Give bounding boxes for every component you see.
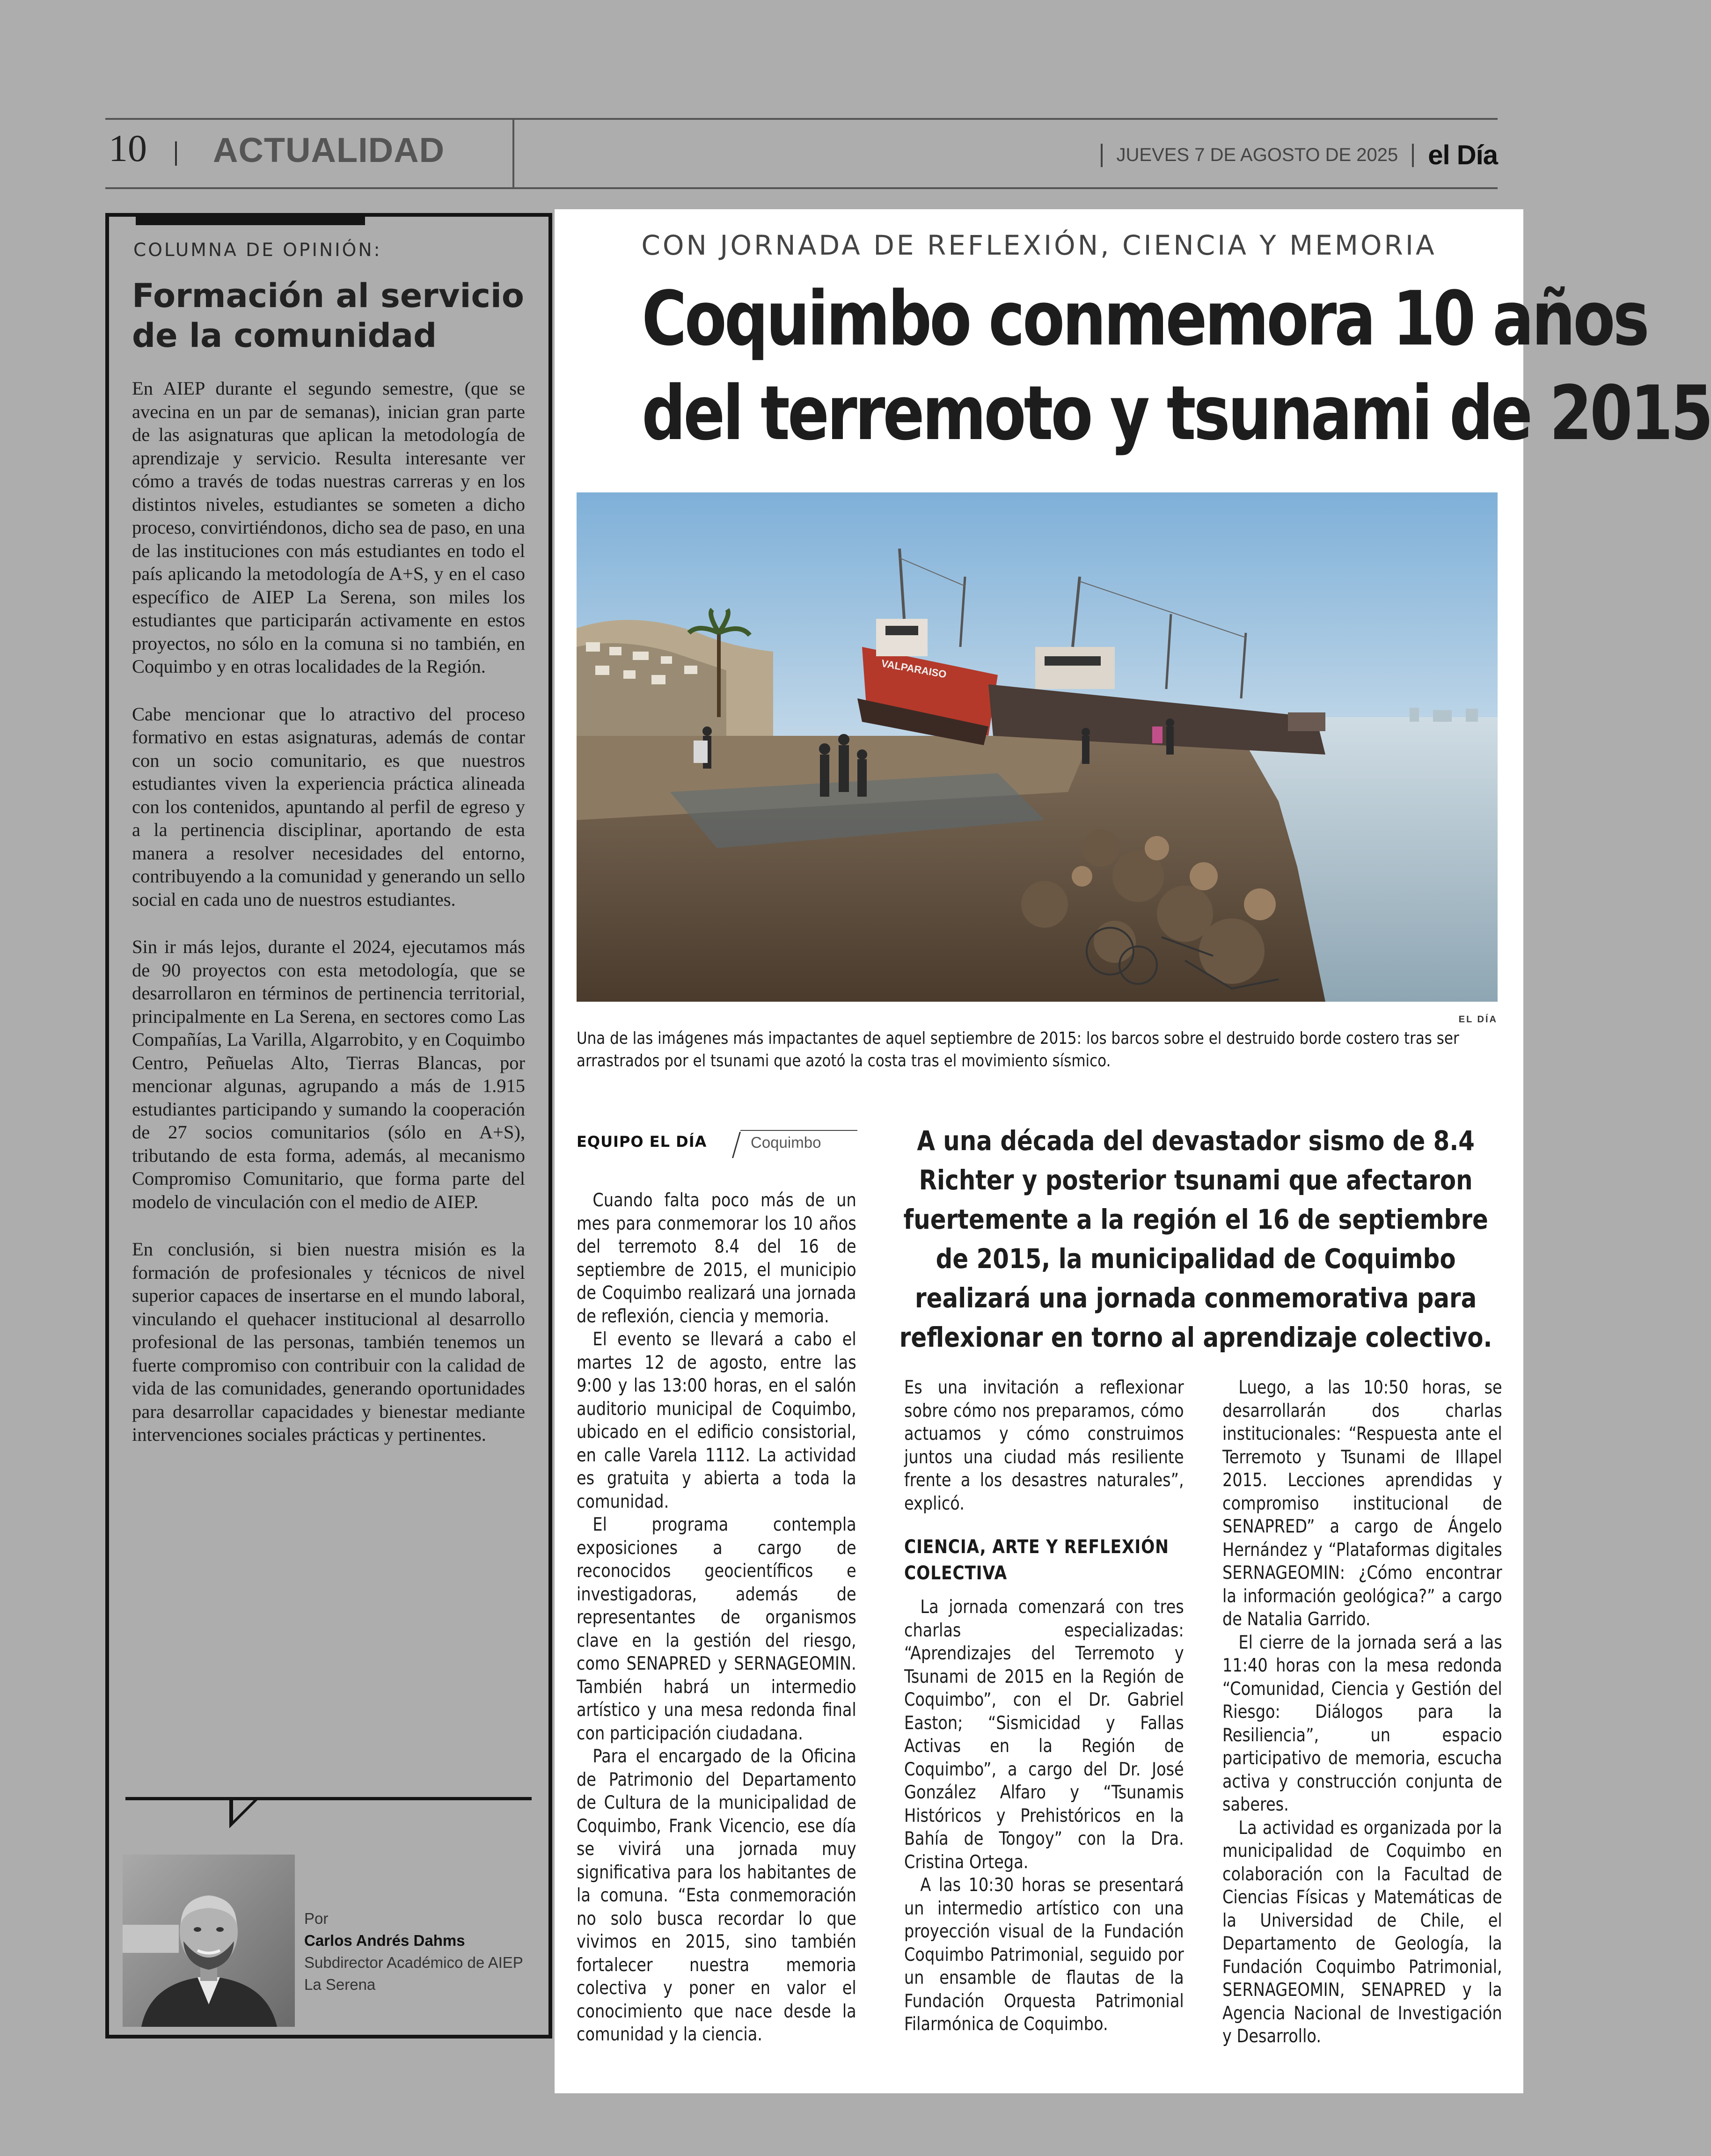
photo-credit: EL DÍA	[1458, 1014, 1498, 1025]
page-number: 10	[109, 127, 147, 169]
author-prefix: Por	[304, 1910, 329, 1927]
section-title: ACTUALIDAD	[213, 131, 445, 169]
header-bottom-rule	[105, 187, 1498, 189]
issue-date: JUEVES 7 DE AGOSTO DE 2025	[1116, 145, 1398, 165]
author-location: La Serena	[304, 1976, 376, 1993]
author-name: Carlos Andrés Dahms	[304, 1932, 465, 1949]
ship-name-label: VALPARAISO	[880, 657, 948, 681]
article-column-3	[1222, 1376, 1502, 2048]
opinion-paragraph: Cabe mencionar que lo atractivo del proceso formativo en estas asignaturas, además de contar con un socio comunitario, es que nuestros estudiantes viven la experiencia práctica alineada con los contenidos, apuntando al perfil de egreso y a la pertinencia disciplinar, aportando de esta manera a resolver necesidades del entorno, contribuyendo a la comunidad y generando un sello social en cada uno de nuestros estudiantes.	[132, 703, 525, 910]
article-kicker: CON JORNADA DE REFLEXIÓN, CIENCIA Y MEMORIA	[641, 229, 1437, 261]
headline-line-2: del terremoto y tsunami de 2015	[642, 369, 1711, 457]
article-paragraph: Cuando falta poco más de un mes para conmemorar los 10 años del terremoto 8.4 del 16 de septiembre de 2015, el municipio de Coquimbo realizará una jornada de reflexión, ciencia y memoria.	[577, 1190, 856, 1327]
header-divider	[512, 118, 514, 189]
article-paragraph: La actividad es organizada por la municipalidad de Coquimbo en colaboración con la Facultad de Ciencias Físicas y Matemáticas de la Universidad de Chile, el Departamento de Geología, la Fundación Coquimbo Patrimonial, SERNAGEOMIN, SENAPRED y la Agencia Nacional de Investigación y Desarrollo.	[1222, 1817, 1502, 2047]
opinion-title: Formación al servicio de la comunidad	[132, 277, 525, 355]
article-lead: A una década del devastador sismo de 8.4 Richter y posterior tsunami que afectaron fuertemente a la región el 16 de septiembre de 2015, la municipalidad de Coquimbo realizará una jornada conmemorativa para reflexionar en torno al aprendizaje colectivo.	[899, 1125, 1492, 1353]
page-number-separator	[175, 141, 177, 166]
author-photo	[123, 1855, 295, 2027]
opinion-kicker: COLUMNA DE OPINIÓN:	[133, 240, 382, 261]
header-top-rule	[105, 118, 1498, 120]
article-photo	[577, 492, 1498, 1002]
opinion-paragraph: Sin ir más lejos, durante el 2024, ejecutamos más de 90 proyectos con esta metodología, que se desarrollaron en términos de pertinencia territorial, principalmente en La Serena, en sectores como Las Compañías, La Varilla, Algarrobito, y en Coquimbo Centro, Peñuelas Alto, Tierras Blancas, por mencionar algunas, agrupando a más de 1.915 estudiantes participando y sumando la cooperación de 27 socios comunitarios (sólo en A+S), tributando de esta forma, además, al mecanismo Compromiso Comunitario, que forma parte del modelo de vinculación con el medio de AIEP.	[132, 936, 525, 1212]
article-paragraph: El evento se llevará a cabo el martes 12 de agosto, entre las 9:00 y las 13:00 horas, en el salón auditorio municipal de Coquimbo, ubicado en el edificio consistorial, en calle Varela 1112. La actividad es gratuita y abierta a toda la comunidad.	[577, 1329, 856, 1512]
article-paragraph: Es una invitación a reflexionar sobre cómo nos preparamos, cómo actuamos y cómo construimos juntos una ciudad más resiliente frente a los desastres naturales”, explicó.	[904, 1377, 1184, 1514]
article-paragraph: Luego, a las 10:50 horas, se desarrollarán dos charlas institucionales: “Respuesta ante el Terremoto y Tsunami de Illapel 2015. Lecciones aprendidas y compromiso institucional de SENAPRED” a cargo de Ángelo Hernández y “Plataformas digitales SERNAGEOMIN: ¿Cómo encontrar la información geológica?” a cargo de Natalia Garrido.	[1222, 1377, 1502, 1630]
byline-rule	[740, 1130, 857, 1131]
opinion-tab-bar	[136, 213, 365, 225]
byline-author: EQUIPO EL DÍA	[577, 1133, 707, 1151]
article-column-1	[577, 1189, 856, 2046]
byline	[577, 1129, 857, 1152]
article-paragraph: La jornada comenzará con tres charlas especializadas: “Aprendizajes del Terremoto y Tsunami de 2015 en la Región de Coquimbo”, con el Dr. Gabriel Easton; “Sismicidad y Fallas Activas en la Región de Coquimbo”, a cargo del Dr. José González Alfaro y “Tsunamis Históricos y Prehistóricos en la Bahía de Tongoy” con la Dra. Cristina Ortega.	[904, 1597, 1184, 1873]
author-role: Subdirector Académico de AIEP	[304, 1954, 523, 1971]
author-credit	[304, 1907, 523, 1995]
opinion-paragraph: En conclusión, si bien nuestra misión es la formación de profesionales y técnicos de nivel superior capaces de insertarse en el mundo laboral, vinculando el quehacer institucional al desarrollo profesional de las personas, también tenemos un fuerte compromiso con contribuir con la calidad de vida de las comunidades, generando oportunidades para desarrollar capacidades y bienestar mediante intervenciones sociales prácticas y pertinentes.	[132, 1239, 525, 1445]
article-paragraph: El cierre de la jornada será a las 11:40 horas con la mesa redonda “Comunidad, Ciencia y Gestión del Riesgo: Diálogos para la Resiliencia”, un espacio participativo de memoria, escucha activa y construcción conjunta de saberes.	[1222, 1632, 1502, 1815]
article-headline	[642, 271, 1711, 461]
headline-line-1: Coquimbo conmemora 10 años	[642, 275, 1647, 362]
opinion-body	[132, 377, 525, 1471]
speech-bubble-line	[125, 1797, 532, 1800]
article-column-2	[904, 1376, 1184, 2036]
opinion-paragraph: En AIEP durante el segundo semestre, (que se avecina en un par de semanas), inician gran parte de las asignaturas que aplican la metodología de aprendizaje y servicio. Resulta interesante ver cómo a través de todas nuestras carreras y en los distintos niveles, estudiantes se someten a dicho proceso, convirtiéndonos, dicho sea de paso, en una de las instituciones con más estudiantes en todo el país aplicando la metodología de A+S, y en el caso específico de AIEP La Serena, son miles los estudiantes que participarán activamente en estos proyectos, no sólo en la comuna si no también, en Coquimbo y en otras localidades de la Región.	[132, 378, 525, 677]
article-paragraph: Para el encargado de la Oficina de Patrimonio del Departamento de Cultura de la municipalidad de Coquimbo, Frank Vicencio, ese día se vivirá una jornada muy significativa para los habitantes de la comuna. “Esta conmemoración no solo busca recordar lo que vivimos en 2015, sino también fortalecer nuestra memoria colectiva y poner en valor el conocimiento que nace desde la comunidad y la ciencia.	[577, 1746, 856, 2045]
header-masthead	[1101, 139, 1498, 171]
article-paragraph: A las 10:30 horas se presentará un intermedio artístico con una proyección visual de la Fundación Coquimbo Patrimonial, seguido por un ensamble de flautas de la Fundación Orquesta Patrimonial Filarmónica de Coquimbo.	[904, 1875, 1184, 2035]
brand-separator	[1412, 144, 1414, 167]
photo-caption: Una de las imágenes más impactantes de aquel septiembre de 2015: los barcos sobre el destruido borde costero tras ser arrastrados por el tsunami que azotó la costa tras el movimiento sísmico.	[577, 1029, 1459, 1071]
byline-location: Coquimbo	[751, 1134, 821, 1151]
article-paragraph: El programa contempla exposiciones a cargo de reconocidos geocientíficos e investigadoras, además de representantes de organismos clave en la gestión del riesgo, como SENAPRED y SERNAGEOMIN. También habrá un intermedio artístico y una mesa redonda final con participación ciudadana.	[577, 1514, 856, 1744]
article-subhead: CIENCIA, ARTE Y REFLEXIÓN COLECTIVA	[904, 1536, 1169, 1584]
speech-bubble-tail-inner	[233, 1800, 254, 1821]
newspaper-logo: el Día	[1428, 140, 1498, 170]
date-separator	[1101, 144, 1103, 167]
